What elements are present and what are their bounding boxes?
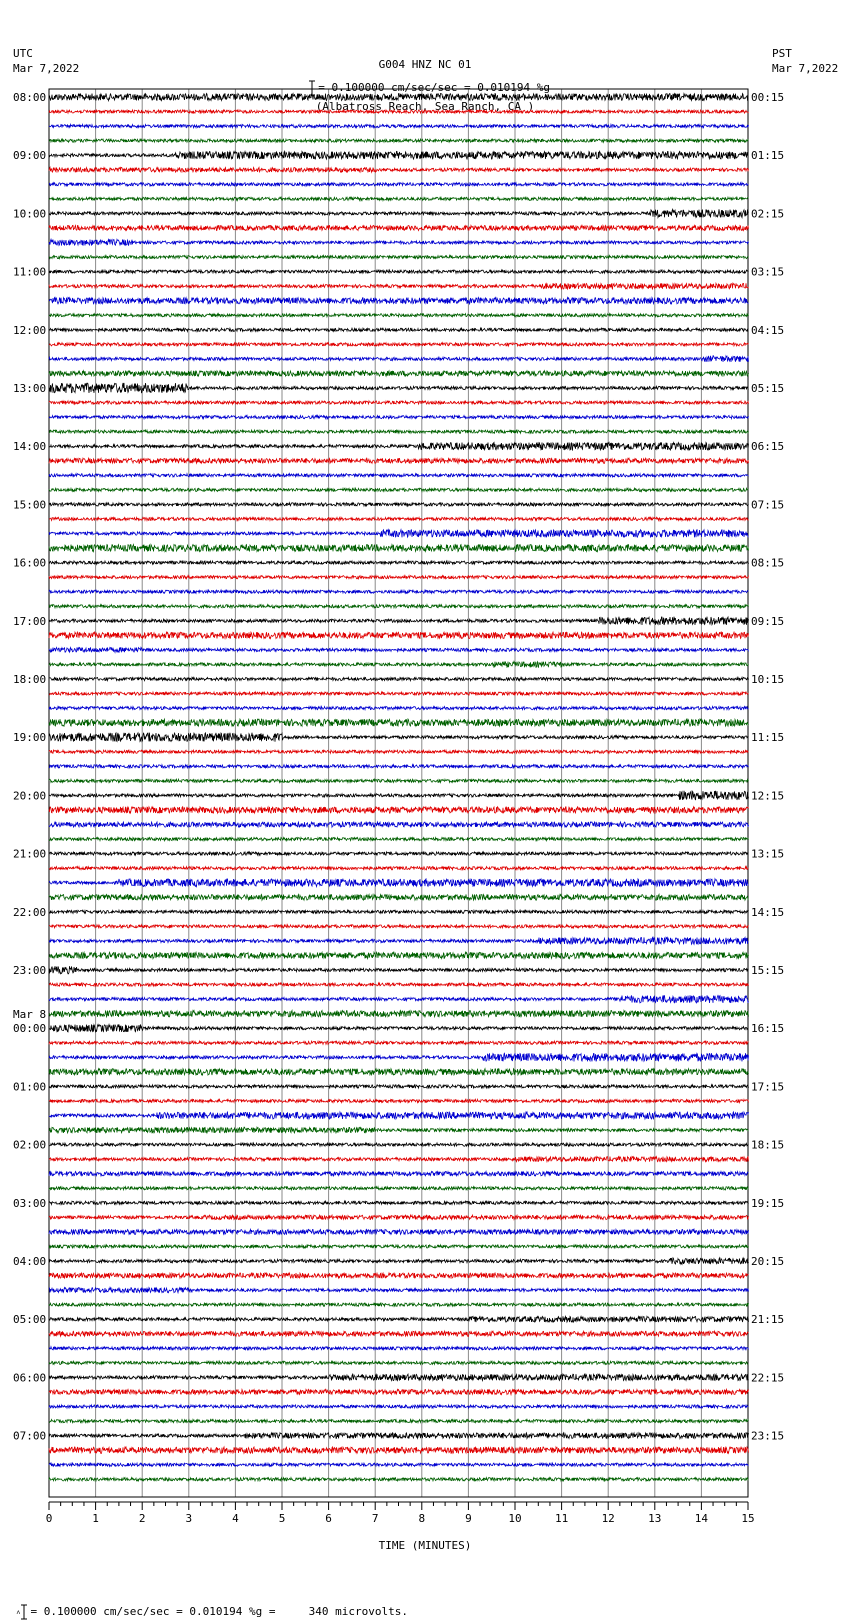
seismic-trace — [49, 110, 749, 113]
seismic-trace — [49, 1433, 749, 1439]
utc-hour-label: 04:00 — [13, 1255, 47, 1268]
seismic-trace — [49, 1316, 749, 1322]
seismic-trace — [49, 1361, 749, 1364]
seismic-trace — [49, 197, 749, 200]
utc-hour-label: 02:00 — [13, 1138, 47, 1152]
x-tick-label: 1 — [92, 1512, 99, 1525]
seismic-trace — [49, 225, 749, 230]
seismic-trace — [49, 1041, 749, 1044]
pst-hour-label: 12:15 — [751, 789, 785, 803]
seismic-trace — [49, 458, 749, 463]
utc-hour-label: 17:00 — [13, 614, 47, 628]
seismic-trace — [49, 1053, 749, 1061]
utc-hour-label: 23:00 — [13, 964, 47, 977]
pst-hour-label: 21:15 — [751, 1313, 785, 1327]
date-change-label: Mar 8 — [13, 1008, 47, 1022]
seismic-trace — [49, 209, 749, 217]
seismic-trace — [49, 383, 749, 393]
pst-hour-label: 08:15 — [751, 556, 785, 570]
x-tick-label: 5 — [278, 1512, 286, 1525]
utc-hour-label: 03:00 — [13, 1196, 47, 1210]
utc-hour-label: 11:00 — [13, 265, 47, 279]
seismic-trace — [49, 1024, 749, 1032]
seismic-trace — [49, 530, 749, 538]
seismic-trace — [49, 1420, 749, 1423]
scale-top-text: = 0.100000 cm/sec/sec = 0.010194 %g — [318, 81, 551, 94]
seismic-trace — [49, 1478, 749, 1481]
seismic-trace — [49, 256, 749, 259]
seismic-trace — [49, 1303, 749, 1306]
seismic-trace — [49, 167, 749, 172]
utc-hour-label: 06:00 — [13, 1371, 47, 1385]
seismic-trace — [49, 1288, 749, 1293]
utc-hour-label: 12:00 — [13, 323, 47, 337]
seismic-trace — [49, 298, 749, 304]
scale-legend-bottom — [3, 1591, 408, 1620]
x-tick-label: 13 — [648, 1512, 662, 1525]
seismic-trace — [49, 401, 749, 404]
seismic-trace — [49, 1099, 749, 1102]
pst-hour-label: 01:15 — [751, 149, 785, 163]
seismic-trace — [49, 1069, 749, 1075]
seismic-trace — [49, 1258, 749, 1264]
seismic-trace — [49, 1331, 749, 1336]
seismic-trace — [49, 983, 749, 986]
x-tick-label: 15 — [741, 1512, 755, 1525]
pst-hour-label: 09:15 — [751, 614, 785, 628]
seismic-trace — [49, 1374, 749, 1380]
utc-hour-label: 09:00 — [13, 149, 47, 163]
seismic-trace — [49, 1229, 749, 1234]
seismic-trace — [49, 590, 749, 593]
seismic-trace — [49, 1112, 749, 1119]
x-tick-label: 9 — [465, 1512, 472, 1525]
pst-hour-label: 05:15 — [751, 382, 785, 395]
x-tick-label: 8 — [418, 1512, 426, 1525]
scale-marker-icon: ˄ — [16, 1609, 21, 1617]
pst-hour-label: 04:15 — [751, 323, 785, 337]
utc-hour-label: 14:00 — [13, 440, 47, 454]
seismic-trace — [49, 270, 749, 273]
scale-bottom-text: = 0.100000 cm/sec/sec = 0.010194 %g = 340 microvolts. — [30, 1605, 408, 1618]
seismic-trace — [49, 617, 749, 625]
seismic-trace — [49, 779, 749, 782]
seismic-trace — [49, 1447, 749, 1453]
x-tick-label: 6 — [325, 1512, 332, 1525]
pst-hour-label: 07:15 — [751, 498, 785, 512]
utc-hour-label: 19:00 — [13, 731, 47, 745]
pst-hour-label: 16:15 — [751, 1022, 785, 1036]
seismic-trace — [49, 1085, 749, 1088]
right-date-label: Mar 7,2022 — [772, 62, 839, 75]
seismic-trace — [49, 807, 749, 813]
seismic-trace — [49, 517, 749, 520]
seismic-trace — [49, 488, 749, 491]
x-tick-label: 3 — [185, 1512, 193, 1525]
seismic-trace — [49, 151, 749, 159]
seismic-trace — [49, 677, 749, 680]
seismic-trace — [49, 1201, 749, 1204]
seismic-trace — [49, 576, 749, 579]
seismic-trace — [49, 371, 749, 376]
seismic-trace — [49, 692, 749, 695]
seismic-trace — [49, 503, 749, 506]
seismic-trace — [49, 750, 749, 753]
x-tick-label: 10 — [508, 1512, 522, 1525]
utc-hour-labels — [13, 91, 46, 1443]
seismic-trace — [49, 765, 749, 768]
pst-hour-label: 14:15 — [751, 905, 785, 919]
seismic-trace — [49, 343, 749, 346]
utc-hour-label: 21:00 — [13, 847, 47, 861]
pst-hour-label: 02:15 — [751, 207, 785, 221]
seismic-trace — [49, 1215, 749, 1220]
seismic-trace — [49, 632, 749, 638]
utc-hour-label: 10:00 — [13, 207, 47, 221]
station-location: (Albatross Reach, Sea Ranch, CA ) — [315, 100, 535, 113]
seismic-trace — [49, 894, 749, 900]
pst-hour-label: 11:15 — [751, 731, 785, 745]
pst-hour-label: 00:15 — [751, 91, 785, 104]
scale-bar-icon-bottom — [20, 1604, 30, 1620]
seismic-trace — [49, 139, 749, 142]
seismic-trace — [49, 707, 749, 710]
seismic-trace — [49, 561, 749, 564]
seismic-trace — [49, 910, 749, 913]
seismic-trace — [49, 867, 749, 870]
x-tick-label: 4 — [232, 1512, 239, 1525]
utc-hour-label: 22:00 — [13, 905, 47, 919]
station-title: G004 HNZ NC 01 — [378, 58, 472, 71]
x-axis-title: TIME (MINUTES) — [378, 1539, 472, 1552]
seismic-trace — [49, 719, 749, 726]
pst-hour-labels — [751, 91, 784, 1443]
x-tick-label: 2 — [138, 1512, 146, 1525]
utc-hour-label: 00:00 — [13, 1022, 47, 1036]
utc-hour-label: 18:00 — [13, 673, 47, 686]
utc-hour-label: 13:00 — [13, 382, 47, 395]
seismic-trace — [49, 183, 749, 186]
seismic-trace — [49, 474, 749, 477]
trace-group — [49, 94, 749, 1481]
seismic-trace — [49, 1172, 749, 1176]
seismic-trace — [49, 1389, 749, 1394]
seismic-trace — [49, 662, 749, 668]
seismic-trace — [49, 822, 749, 827]
utc-hour-label: 01:00 — [13, 1080, 47, 1094]
pst-hour-label: 19:15 — [751, 1196, 785, 1210]
seismic-trace — [49, 952, 749, 958]
pst-hour-label: 22:15 — [751, 1371, 785, 1385]
seismic-trace — [49, 328, 749, 331]
pst-hour-label: 15:15 — [751, 964, 785, 977]
seismic-trace — [49, 416, 749, 419]
utc-hour-label: 20:00 — [13, 789, 47, 803]
pst-hour-label: 10:15 — [751, 673, 785, 686]
seismic-trace — [49, 937, 749, 944]
seismic-trace — [49, 239, 749, 245]
seismic-trace — [49, 1347, 749, 1350]
seismic-trace — [49, 838, 749, 841]
seismic-trace — [49, 125, 749, 128]
seismic-trace — [49, 852, 749, 855]
seismic-trace — [49, 647, 749, 652]
pst-hour-label: 03:15 — [751, 265, 785, 279]
x-tick-label: 7 — [371, 1512, 379, 1525]
x-tick-label: 11 — [554, 1512, 569, 1525]
right-timezone-label: PST — [772, 47, 792, 60]
seismic-trace — [49, 442, 749, 450]
seismic-trace — [49, 1245, 749, 1248]
pst-hour-label: 13:15 — [751, 847, 785, 861]
utc-hour-label: 05:00 — [13, 1313, 47, 1327]
seismic-trace — [49, 356, 749, 362]
utc-hour-label: 08:00 — [13, 91, 47, 104]
seismic-trace — [49, 1143, 749, 1146]
seismic-trace — [49, 1127, 749, 1133]
pst-hour-label: 20:15 — [751, 1255, 785, 1268]
pst-hour-label: 23:15 — [751, 1429, 785, 1443]
x-tick-label: 0 — [45, 1512, 53, 1525]
utc-hour-label: 16:00 — [13, 556, 47, 570]
seismic-trace — [49, 605, 749, 608]
seismic-trace — [49, 733, 749, 742]
seismic-trace — [49, 1463, 749, 1466]
utc-hour-label: 15:00 — [13, 498, 47, 512]
seismic-trace — [49, 314, 749, 317]
time-axis — [46, 1502, 755, 1525]
seismic-trace — [49, 94, 749, 101]
pst-hour-label: 17:15 — [751, 1080, 785, 1094]
seismic-trace — [49, 1273, 749, 1278]
utc-hour-label: 07:00 — [13, 1429, 47, 1443]
x-tick-label: 12 — [601, 1512, 615, 1525]
pst-hour-label: 18:15 — [751, 1138, 785, 1152]
left-date-label: Mar 7,2022 — [13, 62, 80, 75]
seismic-trace — [49, 966, 749, 974]
seismic-trace — [49, 791, 749, 800]
pst-hour-label: 06:15 — [751, 440, 785, 454]
seismic-trace — [49, 925, 749, 928]
seismic-trace — [49, 1187, 749, 1190]
seismic-trace — [49, 430, 749, 433]
x-tick-label: 14 — [694, 1512, 709, 1525]
seismic-trace — [49, 1011, 749, 1017]
seismic-trace — [49, 283, 749, 289]
seismic-trace — [49, 1405, 749, 1408]
seismic-trace — [49, 1157, 749, 1162]
seismic-trace — [49, 545, 749, 552]
seismic-trace — [49, 879, 749, 887]
seismic-trace — [49, 995, 749, 1003]
left-timezone-label: UTC — [13, 47, 33, 60]
